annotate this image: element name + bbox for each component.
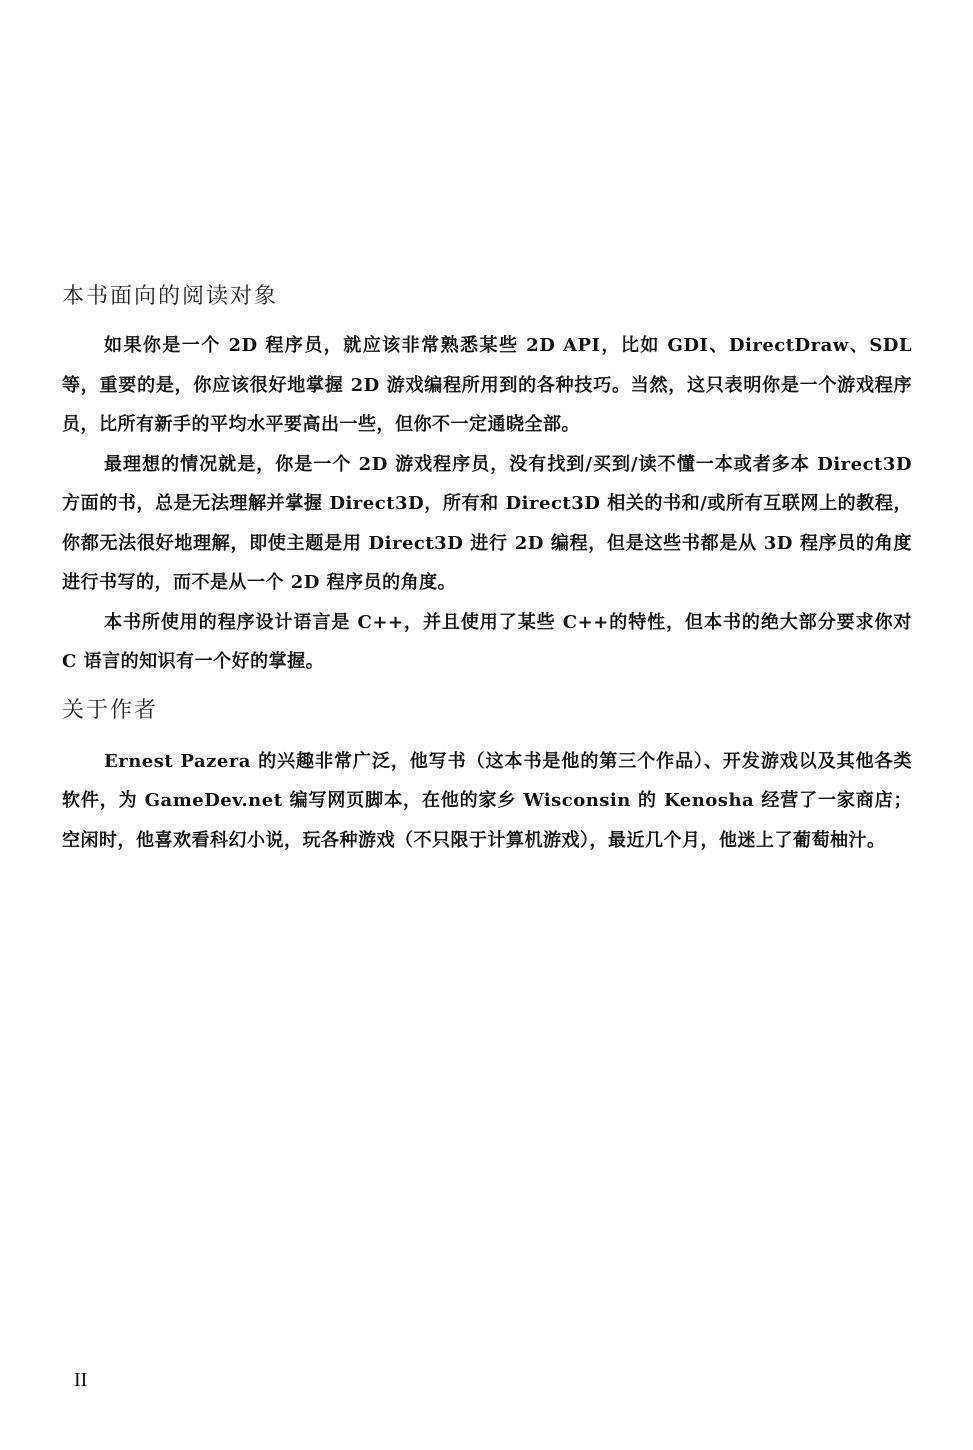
page-content: [62, 282, 912, 860]
page-number: II: [74, 1369, 88, 1391]
section-title-about-author: 关于作者: [62, 697, 159, 723]
paragraph-language: 本书所使用的程序设计语言是 C++，并且使用了某些 C++的特性，但本书的绝大部分要求你对 C 语言的知识有一个好的掌握。: [62, 611, 912, 672]
paragraph-ideal-reader: 最理想的情况就是，你是一个 2D 游戏程序员，没有找到/买到/读不懂一本或者多本 Direct3D 方面的书，总是无法理解并掌握 Direct3D，所有和 Direct3D 相关的书和/或所有互联网上的教程，你都无法很好地理解，即使主题是用 Direct3D 进行 2D 编程，但是这些书都是从 3D 程序员的角度进行书写的，而不是从一个 2D 程序员的角度。: [62, 453, 912, 593]
paragraph-author-bio: Ernest Pazera 的兴趣非常广泛，他写书（这本书是他的第三个作品）、开发游戏以及其他各类软件，为 GameDev.net 编写网页脚本，在他的家乡 Wisconsin 的 Kenosha 经营了一家商店；空闲时，他喜欢看科幻小说，玩各种游戏（不只限于计算机游戏），最近几个月，他迷上了葡萄柚汁。: [62, 750, 912, 851]
section-title-target-readers: 本书面向的阅读对象: [62, 284, 279, 309]
paragraph-2d-programmer: 如果你是一个 2D 程序员，就应该非常熟悉某些 2D API，比如 GDI、DirectDraw、SDL 等，重要的是，你应该很好地掌握 2D 游戏编程所用到的各种技巧。当然，这只表明你是一个游戏程序员，比所有新手的平均水平要高出一些，但你不一定通晓全部。: [62, 335, 912, 435]
